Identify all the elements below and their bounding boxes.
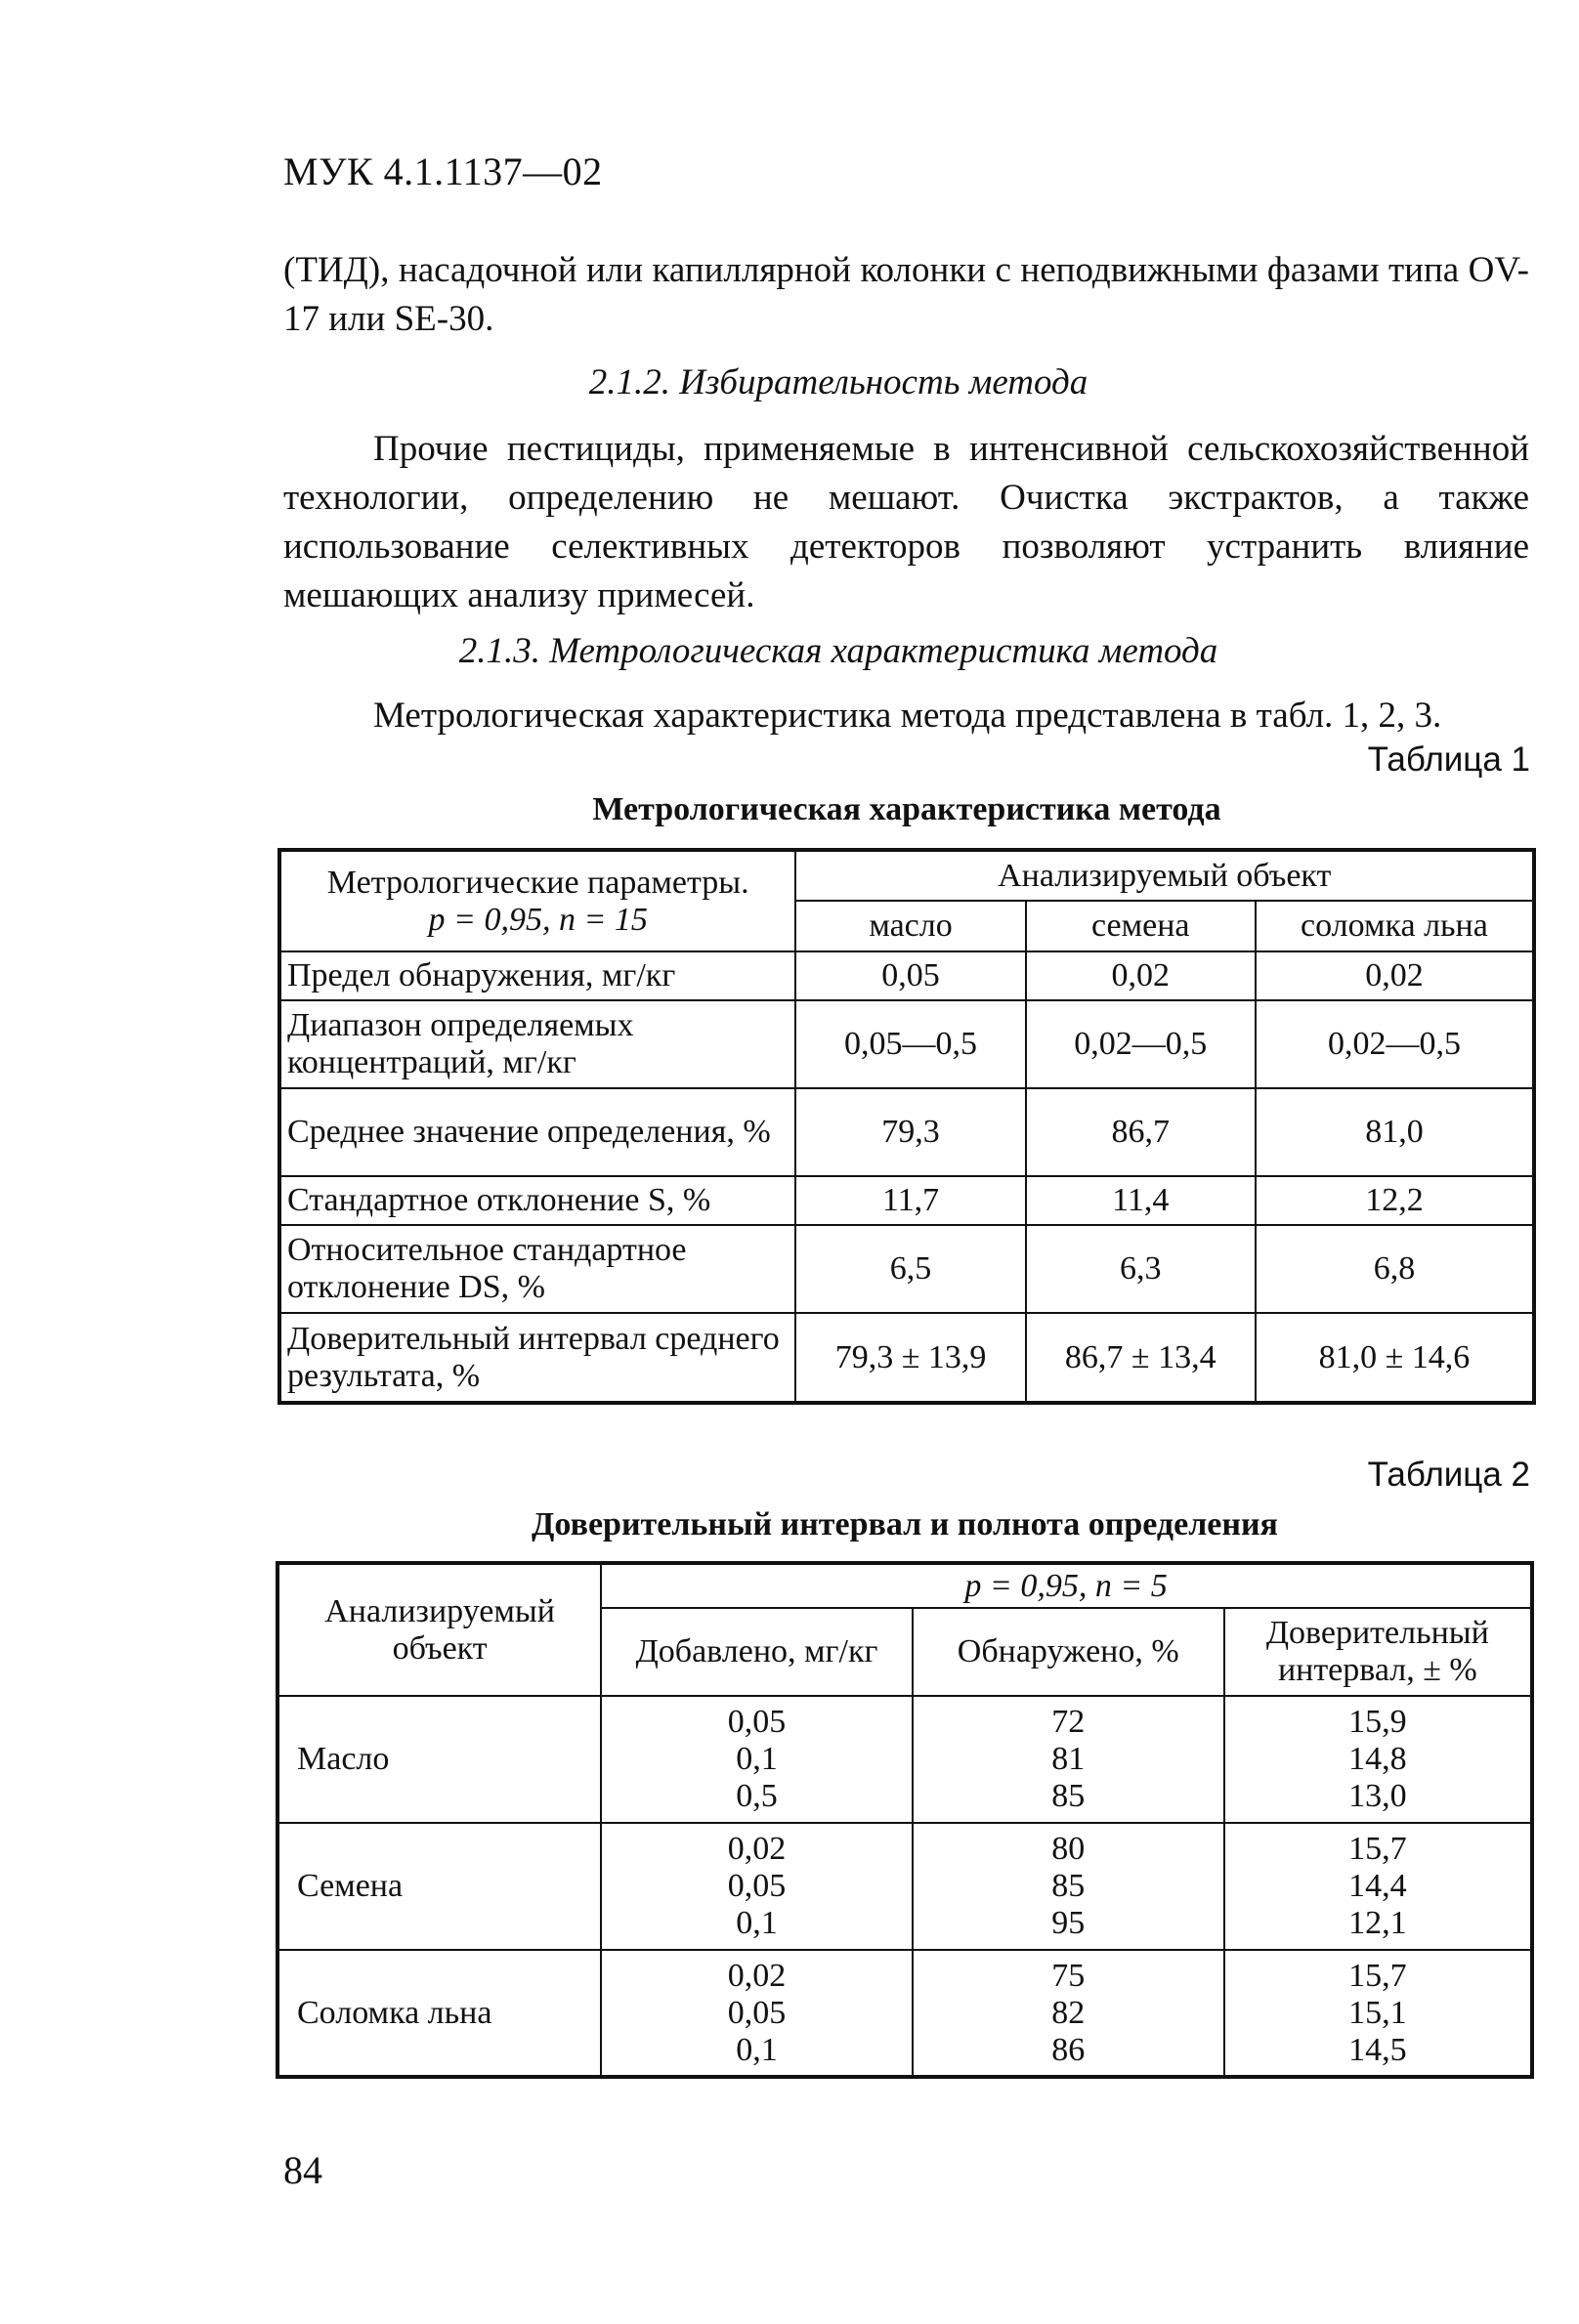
table-row — [277, 1950, 1532, 2077]
table2-added-cell: 0,02 0,05 0,1 — [601, 1950, 913, 2077]
table2-col-interval: Доверительный интервал, ± % — [1224, 1608, 1532, 1696]
table2-found-cell: 75 82 86 — [913, 1950, 1224, 2077]
table1-value-cell: 0,05 — [795, 951, 1025, 1000]
table1-value-cell: 11,4 — [1026, 1176, 1256, 1225]
table-row — [279, 1000, 1534, 1088]
table-row — [279, 951, 1534, 1000]
table2-interval-cell: 15,7 15,1 14,5 — [1224, 1950, 1532, 2077]
section-213-title: 2.1.3. Метрологическая характеристика метода — [458, 631, 1218, 671]
table1-param-cell: Стандартное отклонение S, % — [279, 1176, 795, 1225]
table1-param-cell: Диапазон определяемых концентраций, мг/кг — [279, 1000, 795, 1088]
table1-value-cell: 86,7 ± 13,4 — [1026, 1313, 1256, 1403]
table1-col-header: семена — [1026, 901, 1256, 951]
table1-param-cell: Среднее значение определения, % — [279, 1088, 795, 1176]
table1-value-cell: 0,02—0,5 — [1256, 1000, 1534, 1088]
table-row — [277, 1823, 1532, 1950]
table1-value-cell: 0,05—0,5 — [795, 1000, 1025, 1088]
table1-param-cell: Относительное стандартное отклонение DS, % — [279, 1225, 795, 1313]
table2-object-cell: Масло — [277, 1696, 601, 1823]
table1-object-header: Анализируемый объект — [795, 850, 1534, 901]
table-row — [279, 1176, 1534, 1225]
table1-value-cell: 81,0 ± 14,6 — [1256, 1313, 1534, 1403]
table-row — [279, 1225, 1534, 1313]
table2-params-header: p = 0,95, n = 5 — [601, 1563, 1532, 1608]
table1-value-cell: 6,5 — [795, 1225, 1025, 1313]
table-row — [279, 1313, 1534, 1403]
table1-value-cell: 11,7 — [795, 1176, 1025, 1225]
section-212-title: 2.1.2. Избирательность метода — [588, 362, 1088, 402]
page-number: 84 — [283, 2148, 322, 2192]
intro-paragraph — [283, 246, 1529, 344]
table1-value-cell: 79,3 — [795, 1088, 1025, 1176]
section-213-text: Метрологическая характеристика метода представлена в табл. 1, 2, 3. — [373, 696, 1442, 736]
table1-param-header — [279, 850, 795, 951]
table1-value-cell: 86,7 — [1026, 1088, 1256, 1176]
table2-col-found: Обнаружено, % — [913, 1608, 1224, 1696]
table1 — [277, 848, 1536, 1405]
table-row — [277, 1696, 1532, 1823]
section-212-text: Прочие пестициды, применяемые в интенсивной сельскохозяйственной технологии, определению не мешают. Очистка экстрактов, а также использование селективных детекторов позволяют устранить влияние мешающих анализу примесей. — [283, 429, 1529, 615]
table1-value-cell: 0,02 — [1026, 951, 1256, 1000]
section-213-paragraph — [283, 692, 1529, 740]
table2-added-cell: 0,05 0,1 0,5 — [601, 1696, 913, 1823]
table1-param-header-line1: Метрологические параметры. — [326, 864, 749, 901]
table-row — [279, 1088, 1534, 1176]
table1-value-cell: 0,02 — [1256, 951, 1534, 1000]
table1-value-cell: 79,3 ± 13,9 — [795, 1313, 1025, 1403]
intro-text: (ТИД), насадочной или капиллярной колонки с неподвижными фазами типа OV-17 или SE-30. — [283, 250, 1529, 339]
table1-value-cell: 6,3 — [1026, 1225, 1256, 1313]
table1-value-cell: 12,2 — [1256, 1176, 1534, 1225]
section-212-paragraph — [283, 425, 1529, 620]
table1-param-cell: Доверительный интервал среднего результата, % — [279, 1313, 795, 1403]
table2-object-cell: Семена — [277, 1823, 601, 1950]
table1-title: Метрологическая характеристика метода — [592, 791, 1221, 827]
table1-value-cell: 6,8 — [1256, 1225, 1534, 1313]
table1-param-cell: Предел обнаружения, мг/кг — [279, 951, 795, 1000]
table2-interval-cell: 15,9 14,8 13,0 — [1224, 1696, 1532, 1823]
table2-object-header: Анализируемый объект — [277, 1563, 601, 1696]
table1-label: Таблица 1 — [1367, 740, 1530, 779]
table2-object-cell: Соломка льна — [277, 1950, 601, 2077]
table2-title: Доверительный интервал и полнота определения — [532, 1506, 1278, 1542]
table2-label: Таблица 2 — [1367, 1456, 1530, 1494]
table2 — [276, 1561, 1534, 2079]
table2-interval-cell: 15,7 14,4 12,1 — [1224, 1823, 1532, 1950]
table2-col-added: Добавлено, мг/кг — [601, 1608, 913, 1696]
table1-value-cell: 0,02—0,5 — [1026, 1000, 1256, 1088]
table1-value-cell: 81,0 — [1256, 1088, 1534, 1176]
table2-found-cell: 72 81 85 — [913, 1696, 1224, 1823]
table1-col-header: масло — [795, 901, 1025, 951]
document-header: МУК 4.1.1137—02 — [283, 149, 603, 193]
table2-found-cell: 80 85 95 — [913, 1823, 1224, 1950]
table1-param-header-line2: p = 0,95, n = 15 — [428, 901, 648, 938]
table2-added-cell: 0,02 0,05 0,1 — [601, 1823, 913, 1950]
table1-col-header: соломка льна — [1256, 901, 1534, 951]
